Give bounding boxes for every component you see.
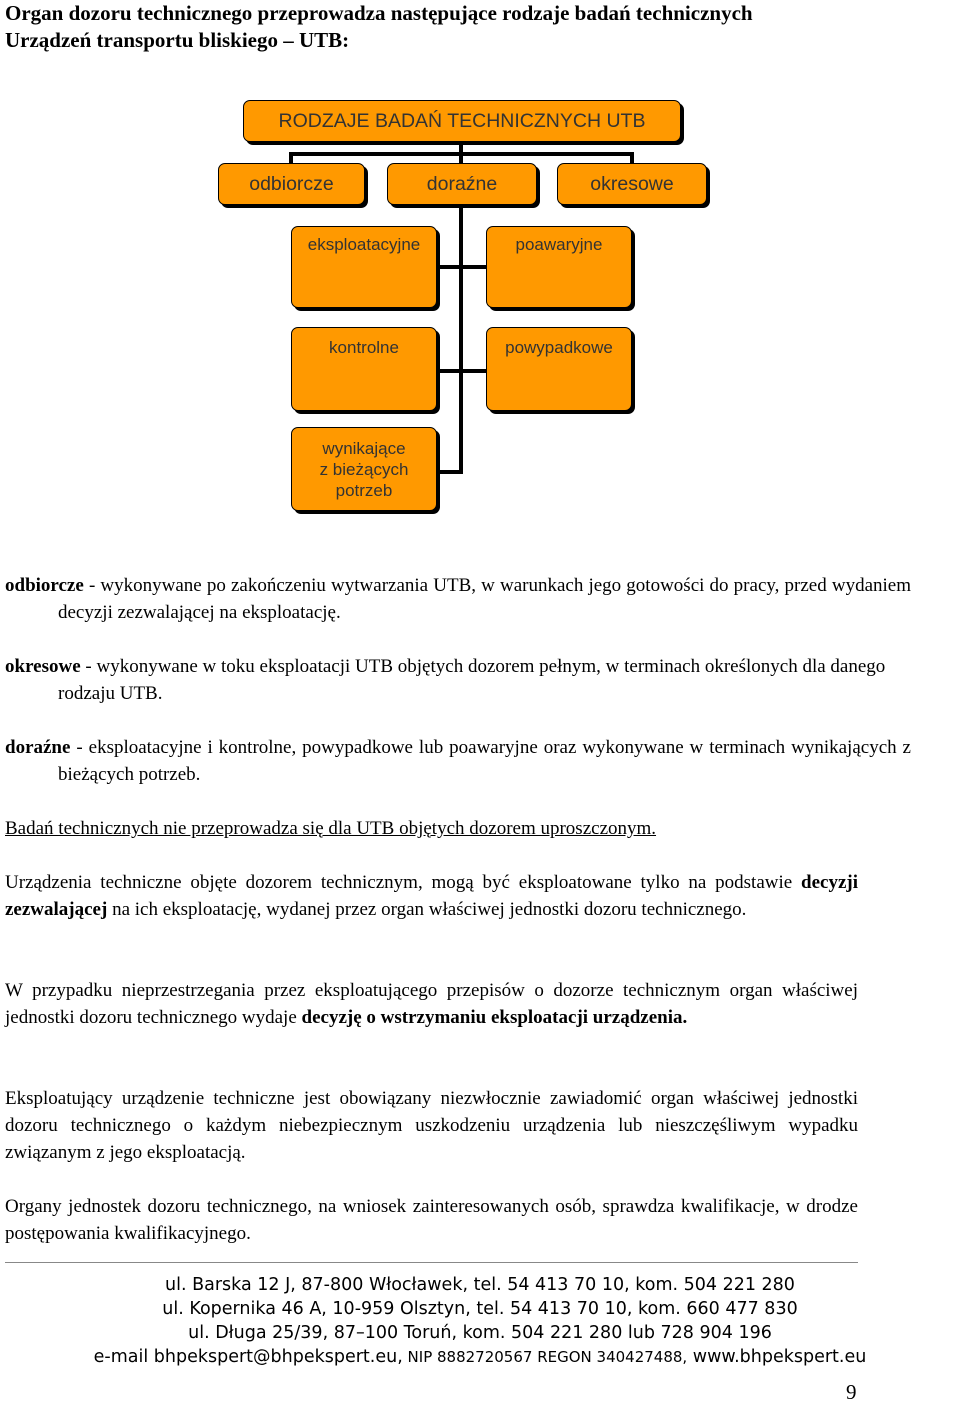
connector-row2 xyxy=(436,369,486,373)
paragraph-text: na ich eksploatację, wydanej przez organ właściwej jednostki dozoru technicznego. xyxy=(107,899,747,920)
page-number: 9 xyxy=(846,1380,857,1404)
definition-text: - wykonywane w toku eksploatacji UTB objętych dozorem pełnym, w terminach określonych dla danego rodzaju UTB. xyxy=(58,656,886,704)
paragraph-bold: decyzję o wstrzymaniu eksploatacji urządzenia. xyxy=(301,1007,688,1028)
diagram-box-kontrolne xyxy=(291,327,437,411)
diagram-box-okresowe xyxy=(557,163,707,205)
paragraph-text: W przypadku nieprzestrzegania przez eksploatującego przepisów o dozorze technicznym organ właściwej jednostki dozoru technicznego wydaje xyxy=(5,980,858,1028)
footer-nip-regon: NIP 8882720567 REGON 340427488, xyxy=(402,1348,688,1366)
diagram-label-kontrolne: kontrolne xyxy=(329,338,399,357)
diagram-root-label: RODZAJE BADAŃ TECHNICZNYCH UTB xyxy=(278,109,646,132)
paragraph-notify xyxy=(5,1085,858,1166)
connector-row1 xyxy=(436,265,486,269)
paragraph-text: Organy jednostek dozoru technicznego, na wniosek zainteresowanych osób, sprawdza kwalifikacje, w drodze postępowania kwalifikacyjnego. xyxy=(5,1196,858,1244)
diagram-box-odbiorcze xyxy=(218,163,365,205)
diagram-label-powypadkowe: powypadkowe xyxy=(505,338,613,357)
diagram-box-powypadkowe xyxy=(486,327,632,411)
footer-contact xyxy=(0,1345,960,1369)
diagram-label-poawaryjne: poawaryjne xyxy=(515,235,603,254)
diagram-label-wynikajace: wynikające z bieżących potrzeb xyxy=(319,438,409,500)
diagram-label-doraźne: doraźne xyxy=(426,172,498,195)
definition-term: okresowe xyxy=(5,656,81,677)
connector-level1-bar xyxy=(289,152,634,156)
footer-address-1: ul. Barska 12 J, 87-800 Włocławek, tel. 54 413 70 10, kom. 504 221 280 xyxy=(165,1275,795,1295)
diagram-root-box xyxy=(243,100,681,142)
diagram-box-doraźne xyxy=(387,163,537,205)
definition-doraźne xyxy=(5,734,911,788)
definition-okresowe xyxy=(5,653,911,707)
diagram-box-poawaryjne xyxy=(486,226,632,308)
paragraph-bold: decyzji zezwalającej xyxy=(5,872,858,920)
definition-text: - eksploatacyjne i kontrolne, powypadkowe lub poawaryjne oraz wykonywane w terminach wynikających z bieżących potrzeb. xyxy=(58,737,911,785)
connector-doraźne-trunk xyxy=(459,204,463,474)
heading-line-2: Urządzeń transportu bliskiego – UTB: xyxy=(5,28,350,52)
heading-line-1: Organ dozoru technicznego przeprowadza następujące rodzaje badań technicznych xyxy=(5,1,753,25)
paragraph-text: Eksploatujący urządzenie techniczne jest obowiązany niezwłocznie zawiadomić organ właściwej jednostki dozoru technicznego o każdym niebezpiecznym uszkodzeniu urządzenia lub nieszczęśliwym wypadku związanym z jego eksploatacją. xyxy=(5,1088,858,1163)
diagram-box-eksploatacyjne xyxy=(291,226,437,308)
footer-email: e-mail bhpekspert@bhpekspert.eu, xyxy=(93,1347,403,1367)
paragraph-text: Urządzenia techniczne objęte dozorem technicznym, mogą być eksploatowane tylko na podstawie xyxy=(5,872,802,893)
diagram-box-wynikajace xyxy=(291,427,437,511)
paragraph-decision xyxy=(5,869,858,923)
page-heading xyxy=(5,0,945,54)
footer-address-3: ul. Długa 25/39, 87–100 Toruń, kom. 504 221 280 lub 728 904 196 xyxy=(188,1323,772,1343)
note-underlined xyxy=(5,815,858,842)
footer-address-2: ul. Kopernika 46 A, 10-959 Olsztyn, tel. 54 413 70 10, kom. 660 477 830 xyxy=(162,1299,798,1319)
definition-odbiorcze xyxy=(5,572,911,626)
diagram-label-eksploatacyjne: eksploatacyjne xyxy=(307,235,421,254)
diagram-label-okresowe: okresowe xyxy=(590,172,674,195)
footer-website: www.bhpekspert.eu xyxy=(687,1347,867,1367)
definition-text: - wykonywane po zakończeniu wytwarzania UTB, w warunkach jego gotowości do pracy, przed wydaniem decyzji zezwalającej na eksploatację. xyxy=(58,575,911,623)
definition-term: odbiorcze xyxy=(5,575,84,596)
paragraph-qualifications xyxy=(5,1193,858,1247)
note-text: Badań technicznych nie przeprowadza się dla UTB objętych dozorem uproszczonym. xyxy=(5,818,657,839)
definition-term: doraźne xyxy=(5,737,71,758)
diagram-label-odbiorcze: odbiorcze xyxy=(249,172,334,195)
connector-row3 xyxy=(436,470,463,474)
footer-divider xyxy=(5,1262,858,1263)
paragraph-stop xyxy=(5,977,858,1031)
